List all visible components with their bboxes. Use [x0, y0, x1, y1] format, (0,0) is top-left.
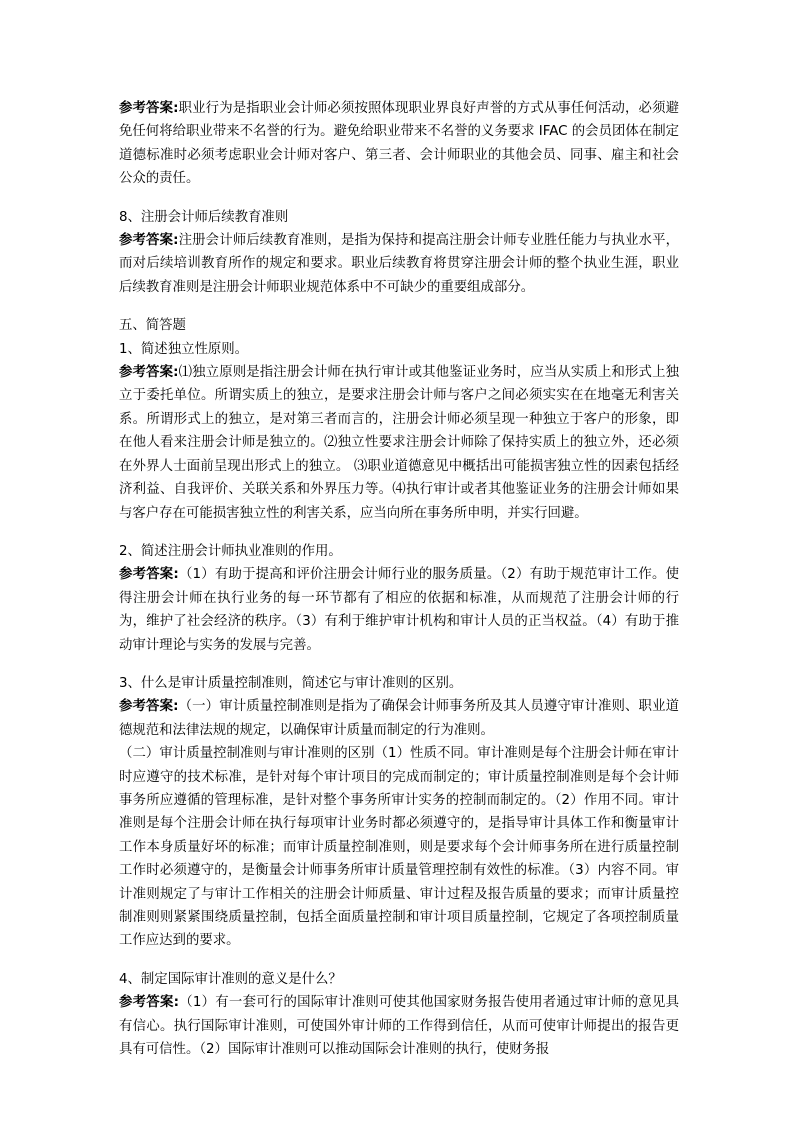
question-heading: 2、简述注册会计师执业准则的作用。 [119, 543, 342, 559]
answer-block-continuing-education [119, 206, 679, 300]
answer-paragraph [119, 563, 679, 657]
section-title: 五、简答题 [119, 318, 186, 334]
question-block-2 [119, 540, 679, 657]
answer-block-professional-conduct [119, 97, 679, 191]
answer-label: 参考答案: [119, 233, 179, 249]
term-heading: 8、注册会计师后续教育准则 [119, 209, 289, 225]
answer-text: 职业行为是指职业会计师必须按照体现职业界良好声誉的方式从事任何活动，必须避免任何将给职业带来不名誉的行为。避免给职业带来不名誉的义务要求 IFAC 的会员团体在制定道德标准时必须考虑职业会计师对客户、第三者、会计师职业的其他会员、同事、雇主和社会公众的责任。 [119, 101, 679, 187]
question-heading: 1、简述独立性原则。 [119, 341, 249, 357]
answer-paragraph [119, 97, 679, 191]
question-heading: 3、什么是审计质量控制准则，简述它与审计准则的区别。 [119, 675, 463, 691]
section-short-answer [119, 314, 679, 525]
answer-continuation: （二）审计质量控制准则与审计准则的区别（1）性质不同。审计准则是每个注册会计师在审计时应遵守的技术标准，是针对每个审计项目的完成而制定的；审计质量控制准则是每个会计师事务所应遵循的管理标准，是针对整个事务所审计实务的控制而制定的。（2）作用不同。审计准则是每个注册会计师在执行每项审计业务时都必须遵守的，是指导审计具体工作和衡量审计工作本身质量好坏的标准；而审计质量控制准则，则是要求每个会计师事务所在进行质量控制工作时必须遵守的，是衡量会计师事务所审计质量管理控制有效性的标准。（3）内容不同。审计准则规定了与审计工作相关的注册会计师质量、审计过程及报告质量的要求；而审计质量控制准则则紧紧围绕质量控制，包括全面质量控制和审计项目质量控制，它规定了各项控制质量工作应达到的要求。 [119, 746, 679, 949]
answer-paragraph [119, 695, 679, 742]
answer-label: 参考答案: [119, 995, 179, 1011]
answer-paragraph [119, 361, 679, 525]
question-block-3 [119, 672, 679, 953]
answer-label: 参考答案: [119, 567, 179, 583]
question-heading: 4、制定国际审计准则的意义是什么？ [119, 971, 342, 987]
answer-label: 参考答案: [119, 365, 179, 381]
answer-text: （一）审计质量控制准则是指为了确保会计师事务所及其人员遵守审计准则、职业道德规范和法律法规的规定，以确保审计质量而制定的行为准则。 [119, 699, 679, 738]
answer-paragraph [119, 229, 679, 299]
answer-label: 参考答案: [119, 699, 179, 715]
answer-paragraph [119, 991, 679, 1061]
answer-text: ⑴独立原则是指注册会计师在执行审计或其他鉴证业务时，应当从实质上和形式上独立于委托单位。所谓实质上的独立，是要求注册会计师与客户之间必须实实在在地毫无利害关系。所谓形式上的独立，是对第三者而言的，注册会计师必须呈现一种独立于客户的形象，即在他人看来注册会计师是独立的。⑵独立性要求注册会计师除了保持实质上的独立外，还必须在外界人士面前呈现出形式上的独立。 ⑶职业道德意见中概括出可能损害独立性的因素包括经济利益、自我评价、关联关系和外界压力等。⑷执行审计或者其他鉴证业务的注册会计师如果与客户存在可能损害独立性的利害关系，应当向所在事务所申明，并实行回避。 [119, 365, 679, 521]
answer-text: （1）有一套可行的国际审计准则可使其他国家财务报告使用者通过审计师的意见具有信心。执行国际审计准则，可使国外审计师的工作得到信任，从而可使审计师提出的报告更具有可信性。（2）国际审计准则可以推动国际会计准则的执行，使财务报 [119, 995, 679, 1058]
document-page [119, 97, 679, 1076]
answer-label: 参考答案: [119, 101, 179, 116]
answer-text: 注册会计师后续教育准则，是指为保持和提高注册会计师专业胜任能力与执业水平，而对后续培训教育所作的规定和要求。职业后续教育将贯穿注册会计师的整个执业生涯，职业后续教育准则是注册会计师职业规范体系中不可缺少的重要组成部分。 [119, 233, 679, 295]
question-block-4 [119, 968, 679, 1062]
answer-text: （1）有助于提高和评价注册会计师行业的服务质量。（2）有助于规范审计工作。使得注册会计师在执行业务的每一环节都有了相应的依据和标准，从而规范了注册会计师的行为，维护了社会经济的秩序。（3）有利于维护审计机构和审计人员的正当权益。（4）有助于推动审计理论与实务的发展与完善。 [119, 567, 679, 653]
